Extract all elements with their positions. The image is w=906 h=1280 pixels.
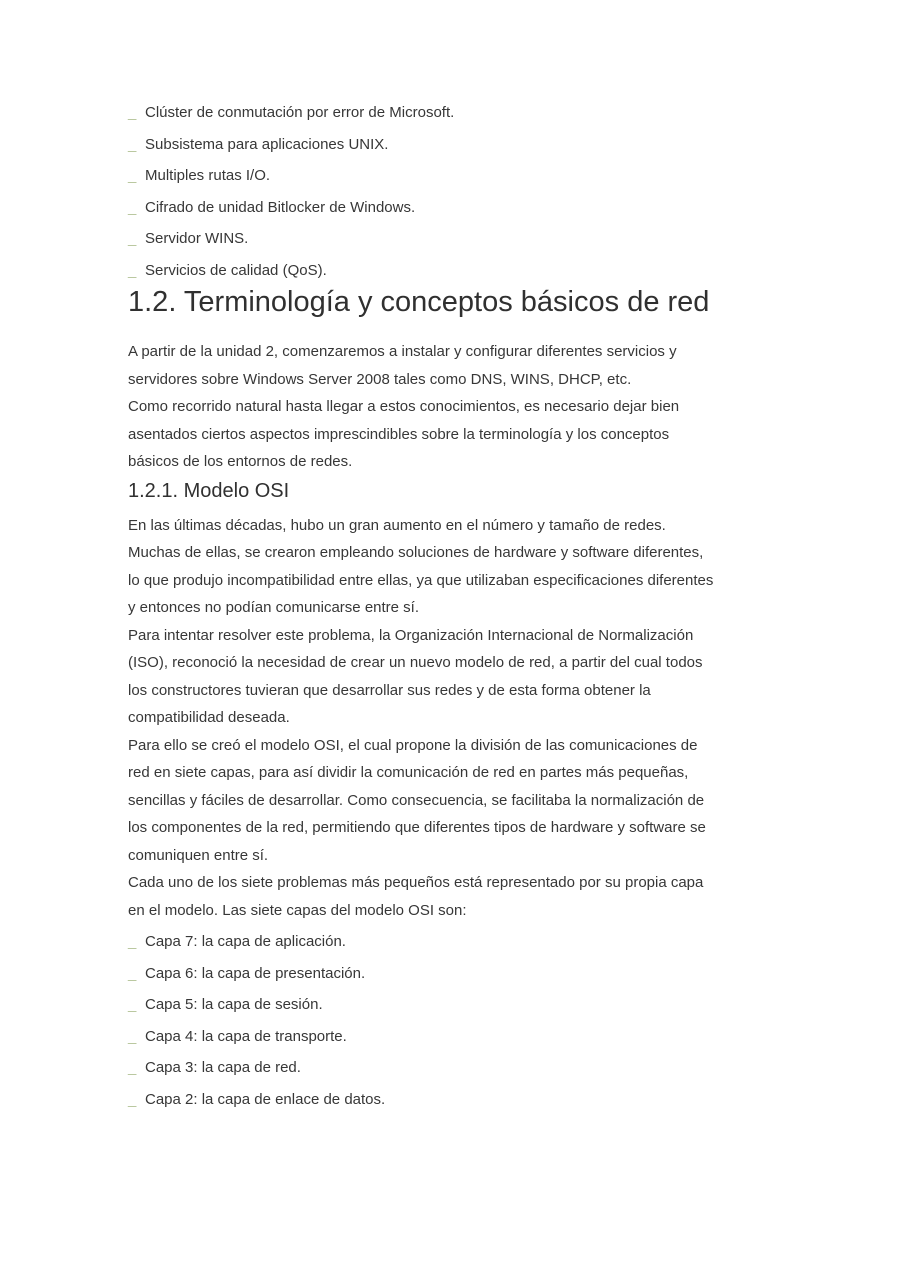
list-item-text: Cifrado de unidad Bitlocker de Windows. — [145, 198, 416, 216]
list-item — [128, 1052, 718, 1084]
list-item-text: Clúster de conmutación por error de Microsoft. — [145, 104, 455, 121]
list-item-text: Capa 5: la capa de sesión. — [145, 996, 323, 1013]
list-item-text: Servidor WINS. — [145, 230, 249, 247]
bullet-underscore-icon: _ — [128, 964, 137, 982]
list-item — [128, 1084, 718, 1116]
bullet-underscore-icon: _ — [128, 933, 137, 950]
bullet-underscore-icon: _ — [128, 261, 137, 279]
paragraph: Para intentar resolver este problema, la Organización Internacional de Normalización (ISO), reconoció la necesidad de crear un nuevo modelo de red, a partir del cual todos los constructores tuvieran que desarrollar sus redes y de esta forma obtener la compatibilidad deseada. — [128, 626, 703, 726]
paragraph: Para ello se creó el modelo OSI, el cual propone la división de las comunicaciones de red en siete capas, para así dividir la comunicación de red en partes más pequeñas, sencillas y fáciles de desarrollar. Como consecuencia, se facilitaba la normalización de los componentes de la red, permitiendo que diferentes tipos de hardware y software se comuniquen entre sí. — [128, 736, 706, 864]
list-item-text: Capa 3: la capa de red. — [145, 1059, 301, 1076]
list-item — [128, 958, 718, 990]
list-item — [128, 97, 718, 129]
subsection-heading: 1.2.1. Modelo OSI — [128, 479, 290, 502]
list-item — [128, 926, 718, 958]
list-item — [128, 129, 718, 161]
list-item-text: Capa 4: la capa de transporte. — [145, 1027, 347, 1045]
bullet-underscore-icon: _ — [128, 1027, 137, 1045]
list-item-text: Capa 7: la capa de aplicación. — [145, 933, 346, 950]
bullet-underscore-icon: _ — [128, 230, 137, 247]
list-item-text: Subsistema para aplicaciones UNIX. — [145, 135, 389, 153]
bullet-underscore-icon: _ — [128, 167, 137, 184]
paragraph: Cada uno de los siete problemas más pequeños está representado por su propia capa en el modelo. Las siete capas del modelo OSI son: — [128, 874, 704, 919]
list-item — [128, 192, 718, 224]
bullet-underscore-icon: _ — [128, 104, 137, 121]
bullet-underscore-icon: _ — [128, 135, 137, 153]
section-heading: 1.2. Terminología y conceptos básicos de red — [128, 286, 710, 318]
osi-layers-list — [128, 926, 718, 1115]
list-item — [128, 160, 718, 192]
list-item-text: Capa 6: la capa de presentación. — [145, 964, 366, 982]
list-item-text: Multiples rutas I/O. — [145, 167, 271, 184]
feature-list — [128, 97, 718, 286]
paragraph: A partir de la unidad 2, comenzaremos a instalar y configurar diferentes servicios y servidores sobre Windows Server 2008 tales como DNS, WINS, DHCP, etc. — [128, 343, 677, 388]
list-item-text: Capa 2: la capa de enlace de datos. — [145, 1090, 386, 1108]
list-item — [128, 989, 718, 1021]
bullet-underscore-icon: _ — [128, 198, 137, 216]
list-item — [128, 223, 718, 255]
bullet-underscore-icon: _ — [128, 1059, 137, 1076]
bullet-underscore-icon: _ — [128, 996, 137, 1013]
bullet-underscore-icon: _ — [128, 1090, 137, 1108]
document-content — [128, 97, 718, 1115]
paragraph: En las últimas décadas, hubo un gran aumento en el número y tamaño de redes. Muchas de ellas, se crearon empleando soluciones de hardware y software diferentes, lo que produjo incompatibilidad entre ellas, ya que utilizaban especificaciones diferentes y entonces no podían comunicarse entre sí. — [128, 516, 714, 616]
paragraph: Como recorrido natural hasta llegar a estos conocimientos, es necesario dejar bien asentados ciertos aspectos imprescindibles sobre la terminología y los conceptos básicos de los entornos de redes. — [128, 398, 680, 470]
list-item-text: Servicios de calidad (QoS). — [145, 261, 327, 279]
list-item — [128, 1021, 718, 1053]
